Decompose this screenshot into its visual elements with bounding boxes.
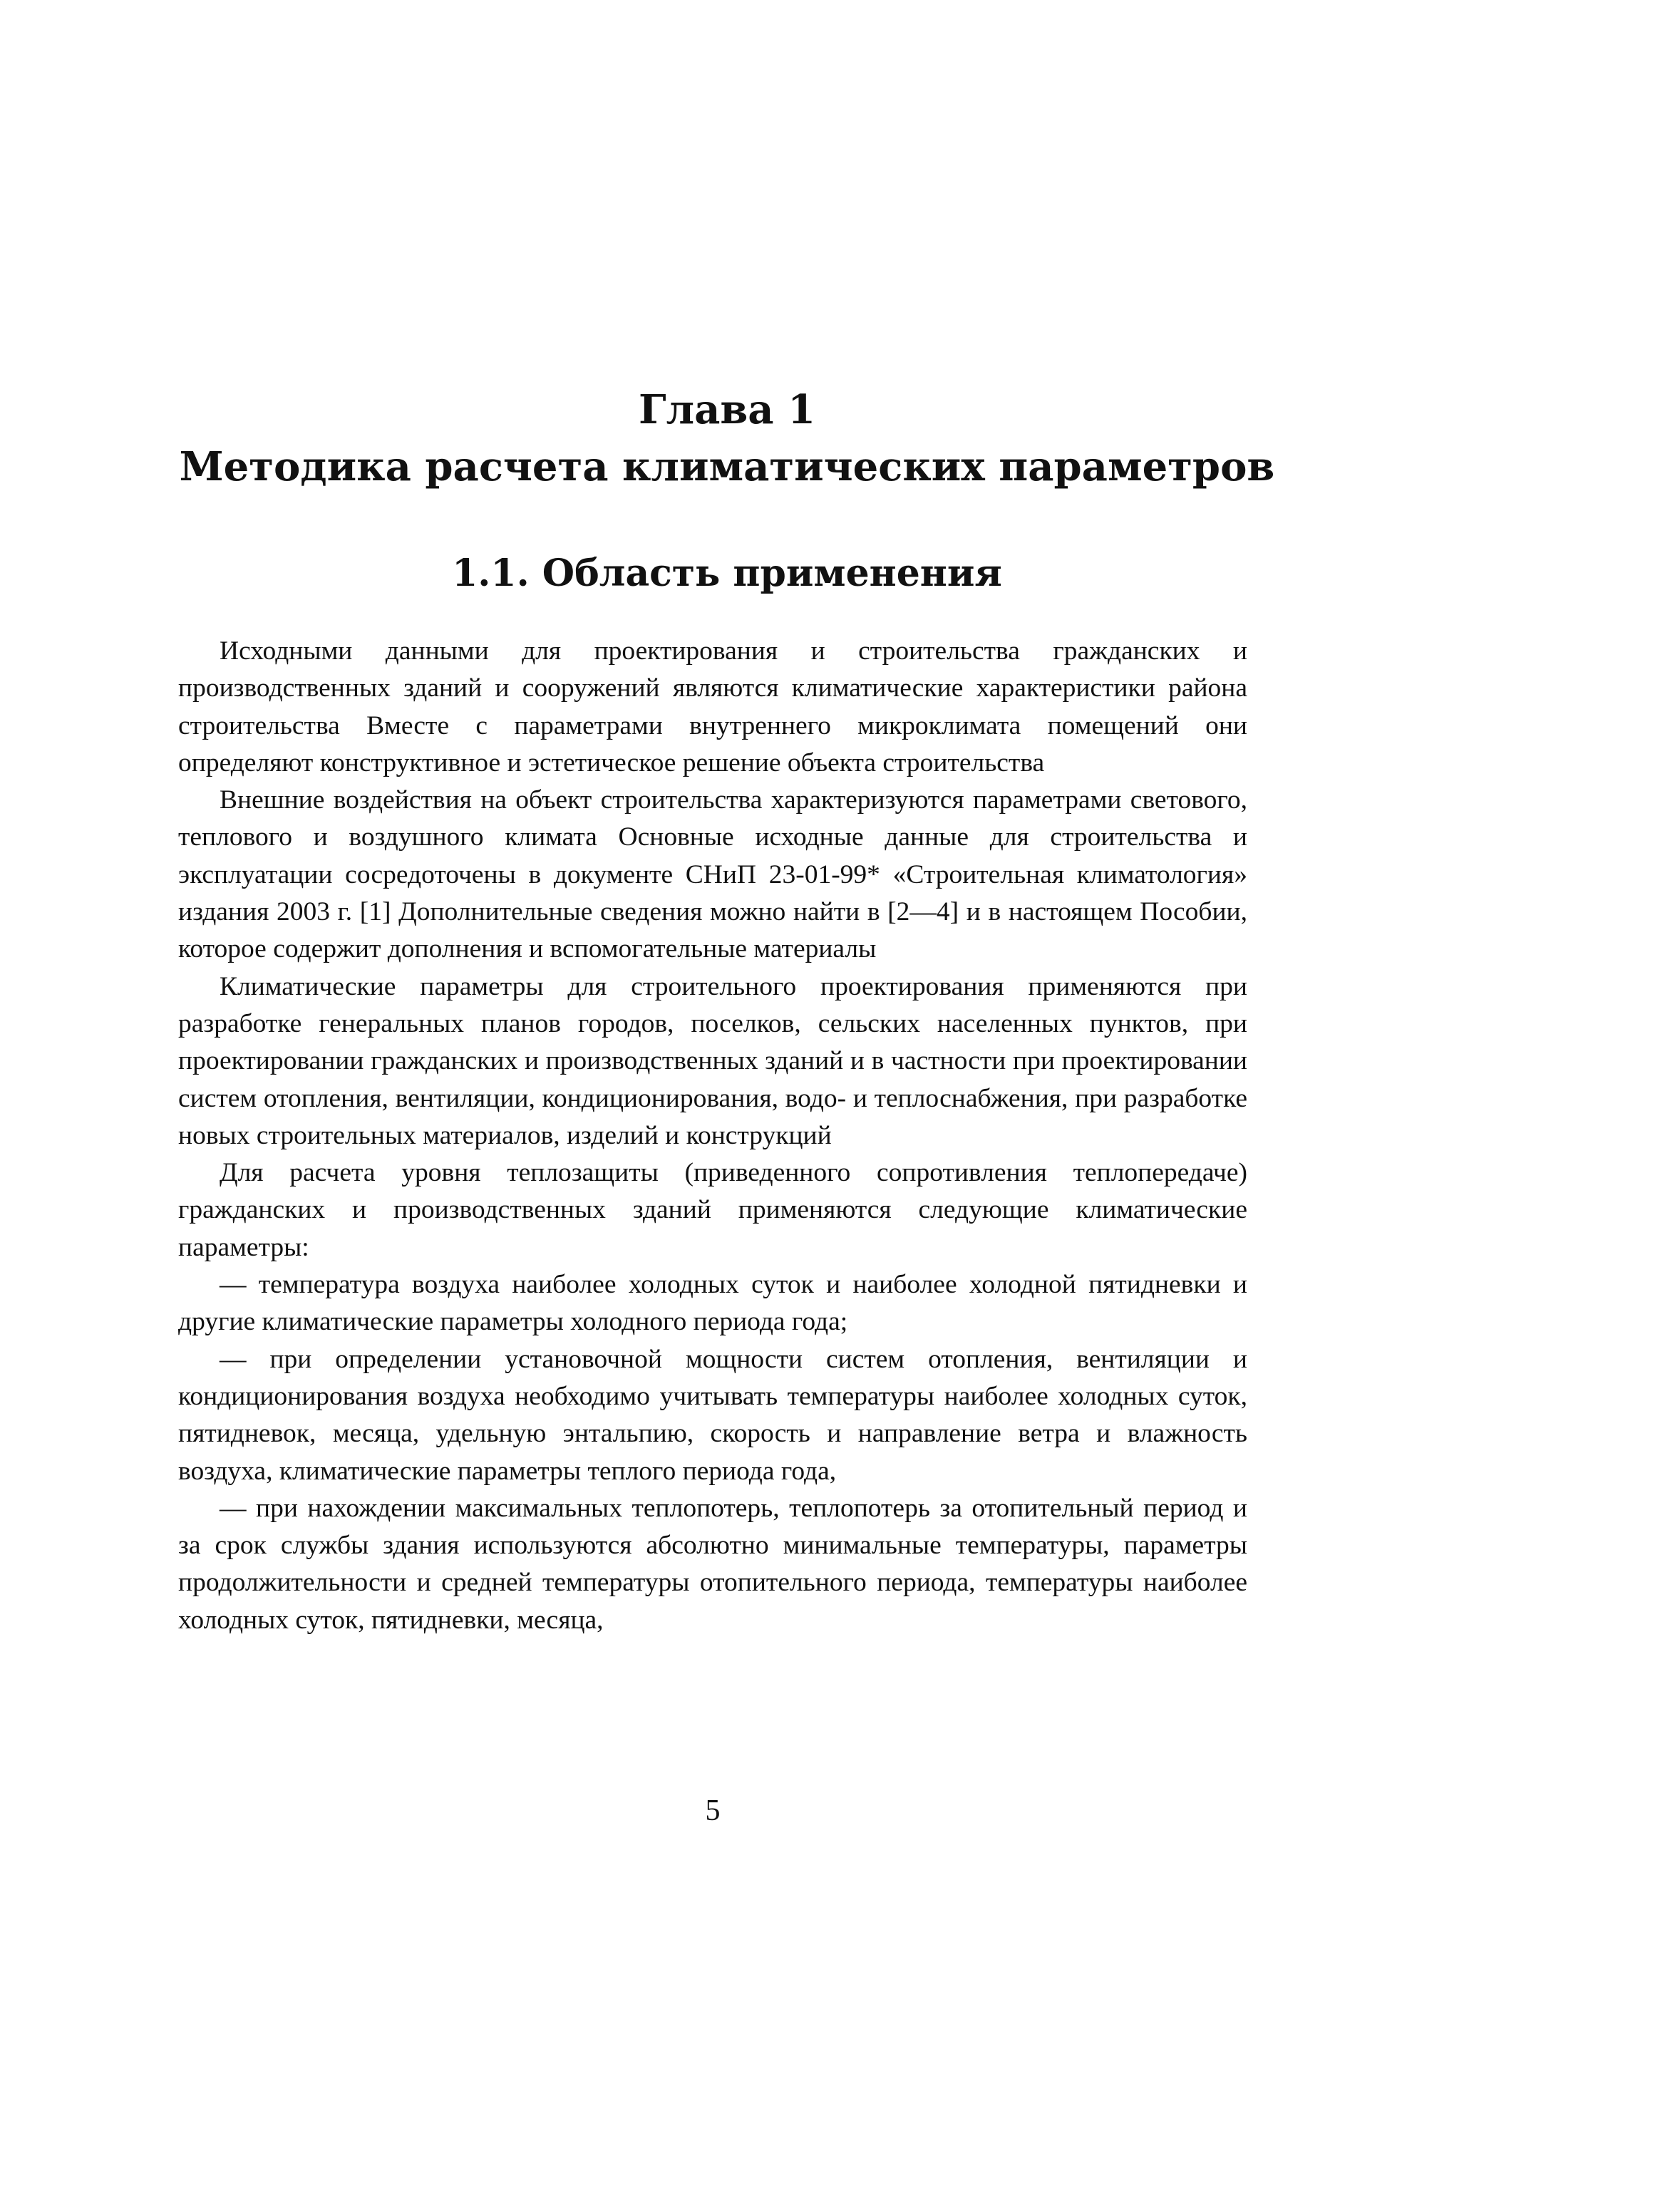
list-item: — при определении установочной мощности систем отопления, вентиляции и кондиционирования воздуха необходимо учитывать температуры наиболее холодных суток, пятидневок, месяца, удельную энтальпию, скорость и направление ветра и влажность воздуха, климатические параметры теплого периода года, <box>178 1344 1247 1486</box>
list-item: — температура воздуха наиболее холодных суток и наиболее холодной пятидневки и другие климатические параметры холодного периода года; <box>178 1270 1247 1337</box>
section-title: 1.1. Область применения <box>452 552 1002 595</box>
paragraph: Климатические параметры для строительного проектирования применяются при разработке генеральных планов городов, поселков, сельских населенных пунктов, при проектировании гражданских и производственных зданий и в частности при проектировании систем отопления, вентиляции, кондиционирования, водо- и теплоснабжения, при разработке новых строительных материалов, изделий и конструкций <box>178 971 1247 1150</box>
paragraph: Исходными данными для проектирования и строительства гражданских и производственных зданий и сооружений являются климатические характеристики района строительства Вместе с параметрами внутреннего микроклимата помещений они определяют конструктивное и эстетическое решение объекта строительства <box>178 636 1247 777</box>
chapter-label: Глава 1 <box>638 386 816 433</box>
chapter-title: Методика расчета климатических параметров <box>179 443 1275 490</box>
paragraph: Внешние воздействия на объект строительства характеризуются параметрами светового, теплового и воздушного климата Основные исходные данные для строительства и эксплуатации сосредоточены в документе СНиП 23-01-99* «Строительная климатология» издания 2003 г. [1] Дополнительные сведения можно найти в [2—4] и в настоящем Пособии, которое содержит дополнения и вспомогательные материалы <box>178 785 1247 964</box>
page-number: 5 <box>705 1794 721 1827</box>
body-text <box>178 633 1247 1639</box>
list-item: — при нахождении максимальных теплопотерь, теплопотерь за отопительный период и за срок службы здания используются абсолютно минимальные температуры, параметры продолжительности и средней температуры отопительного периода, температуры наиболее холодных суток, пятидневки, месяца, <box>178 1493 1247 1635</box>
paragraph: Для расчета уровня теплозащиты (приведенного сопротивления теплопередаче) гражданских и производственных зданий применяются следующие климатические параметры: <box>178 1158 1247 1262</box>
